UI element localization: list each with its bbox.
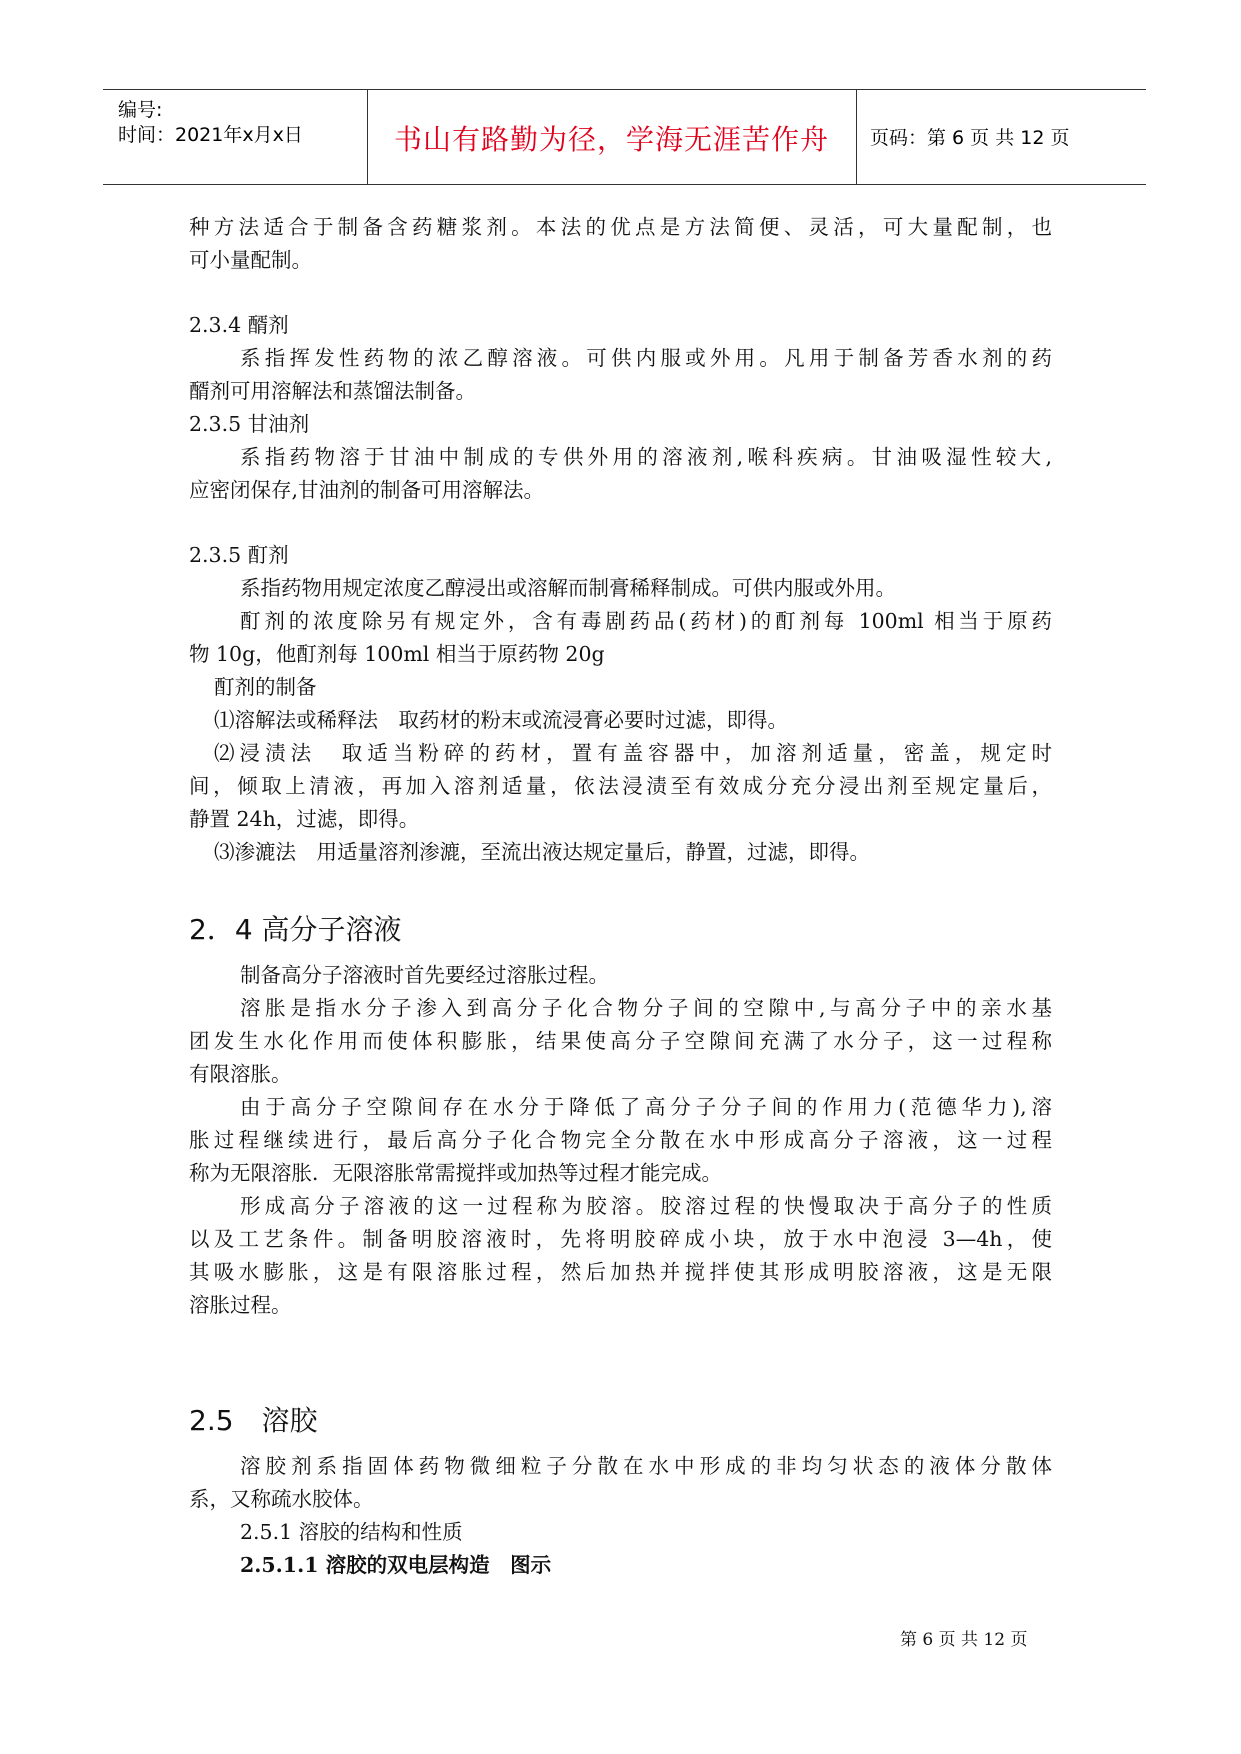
section-title-tincture-spirit: 2.3.4 醑剂	[189, 313, 289, 337]
section-title-glycerin: 2.3.5 甘油剂	[189, 412, 310, 436]
subsection-double-layer: 2.5.1.1 溶胶的双电层构造 图示	[240, 1553, 552, 1577]
document-header	[103, 89, 1146, 185]
paragraph-line: 静置 24h，过滤，即得。	[189, 807, 420, 831]
paragraph-line: 有限溶胀。	[189, 1062, 292, 1086]
paragraph-line: 制备高分子溶液时首先要经过溶胀过程。	[240, 963, 609, 987]
method-item: ⑶渗漉法 用适量溶剂渗漉，至流出液达规定量后，静置，过滤，即得。	[214, 840, 870, 864]
paragraph-line: 形成高分子溶液的这一过程称为胶溶。胶溶过程的快慢取决于高分子的性质	[240, 1194, 1052, 1218]
method-item: ⑵浸渍法 取适当粉碎的药材，置有盖容器中，加溶剂适量，密盖，规定时	[214, 741, 1052, 765]
paragraph-line: 物 10g，他酊剂每 100ml 相当于原药物 20g	[189, 642, 605, 666]
paragraph-line: 溶胀是指水分子渗入到高分子化合物分子间的空隙中,与高分子中的亲水基	[240, 996, 1052, 1020]
paragraph-line: 系指挥发性药物的浓乙醇溶液。可供内服或外用。凡用于制备芳香水剂的药	[240, 346, 1052, 370]
paragraph-line: 系指药物用规定浓度乙醇浸出或溶解而制膏稀释制成。可供内服或外用。	[240, 576, 896, 600]
subsection-sol-structure: 2.5.1 溶胶的结构和性质	[240, 1520, 463, 1544]
paragraph-line: 醑剂可用溶解法和蒸馏法制备。	[189, 379, 476, 403]
heading-polymer-solution: 2．4 高分子溶液	[189, 913, 402, 946]
header-page-cell	[856, 90, 1146, 184]
paragraph-line: 称为无限溶胀．无限溶胀常需搅拌或加热等过程才能完成。	[189, 1161, 722, 1185]
paragraph-line: 团发生水化作用而使体积膨胀，结果使高分子空隙间充满了水分子，这一过程称	[189, 1029, 1052, 1053]
header-page-info: 页码：第 6 页 共 12 页	[870, 127, 1070, 149]
paragraph-line: 溶胶剂系指固体药物微细粒子分散在水中形成的非均匀状态的液体分散体	[240, 1454, 1052, 1478]
paragraph-line: 系，又称疏水胶体。	[189, 1487, 374, 1511]
paragraph-line: 酊剂的浓度除另有规定外，含有毒剧药品(药材)的酊剂每 100ml 相当于原药	[240, 609, 1052, 633]
paragraph-line: 以及工艺条件。制备明胶溶液时，先将明胶碎成小块，放于水中泡浸 3—4h，使	[189, 1227, 1052, 1251]
paragraph-line: 由于高分子空隙间存在水分于降低了高分子分子间的作用力(范德华力),溶	[240, 1095, 1052, 1119]
section-title-tincture: 2.3.5 酊剂	[189, 543, 289, 567]
paragraph-line: 系指药物溶于甘油中制成的专供外用的溶液剂,喉科疾病。甘油吸湿性较大,	[240, 445, 1052, 469]
paragraph-line: 其吸水膨胀，这是有限溶胀过程，然后加热并搅拌使其形成明胶溶液，这是无限	[189, 1260, 1052, 1284]
paragraph-line: 胀过程继续进行，最后高分子化合物完全分散在水中形成高分子溶液，这一过程	[189, 1128, 1052, 1152]
heading-sol: 2.5 溶胶	[189, 1404, 318, 1437]
subheading-preparation: 酊剂的制备	[214, 675, 317, 699]
paragraph-line: 可小量配制。	[189, 248, 312, 272]
paragraph-line: 溶胀过程。	[189, 1293, 292, 1317]
footer-page-number: 第 6 页 共 12 页	[900, 1630, 1028, 1650]
paragraph-line: 间，倾取上清液，再加入溶剂适量，依法浸渍至有效成分充分浸出剂至规定量后，	[189, 774, 1052, 798]
header-motto: 书山有路勤为径，学海无涯苦作舟	[393, 123, 829, 156]
paragraph-line: 应密闭保存,甘油剂的制备可用溶解法。	[189, 478, 545, 502]
paragraph-line: 种方法适合于制备含药糖浆剂。本法的优点是方法简便、灵活，可大量配制，也	[189, 215, 1052, 239]
header-meta-cell	[103, 90, 368, 184]
document-time-label: 时间：2021年x月x日	[118, 124, 303, 146]
method-item: ⑴溶解法或稀释法 取药材的粉末或流浸膏必要时过滤，即得。	[214, 708, 788, 732]
header-motto-cell	[367, 90, 857, 184]
document-number-label: 编号:	[118, 99, 163, 121]
